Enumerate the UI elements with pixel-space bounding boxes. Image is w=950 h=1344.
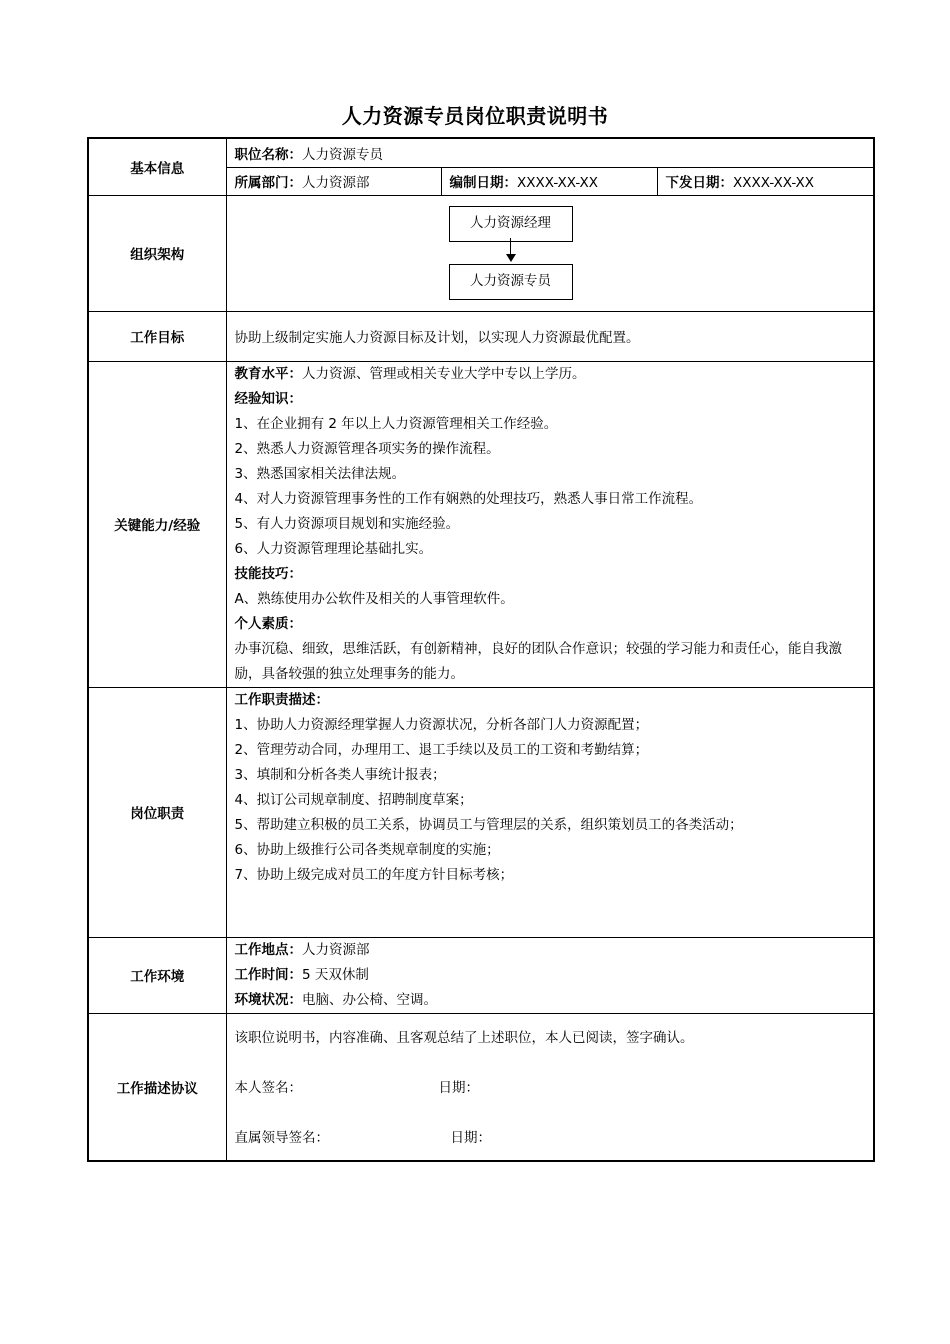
down-arrow-icon	[506, 254, 516, 262]
duties-row	[88, 687, 874, 937]
quality-heading: 个人素质：	[234, 615, 302, 632]
org-row	[88, 195, 874, 311]
ability-label: 关键能力/经验	[88, 361, 226, 687]
duties-label: 岗位职责	[88, 687, 226, 937]
goal-label: 工作目标	[88, 311, 226, 361]
education-line	[235, 362, 866, 387]
leader-date-label: 日期：	[450, 1129, 491, 1146]
self-signature-label: 本人签名：	[234, 1079, 302, 1096]
compile-date-label: 编制日期：	[449, 175, 517, 191]
compile-date-value: XXXX-XX-XX	[517, 175, 599, 191]
environment-label: 工作环境	[88, 937, 226, 1013]
duty-item: 1、协助人力资源经理掌握人力资源状况，分析各部门人力资源配置；	[234, 716, 649, 733]
experience-item: 3、熟悉国家相关法律法规。	[234, 465, 406, 482]
duties-content	[226, 687, 874, 937]
basic-info-row-1	[88, 138, 874, 167]
department-cell	[226, 167, 441, 195]
issue-date-label: 下发日期：	[665, 175, 733, 191]
job-description-table	[87, 137, 875, 1162]
duty-item: 2、管理劳动合同，办理用工、退工手续以及员工的工资和考勤结算；	[234, 741, 649, 758]
education-label: 教育水平：	[234, 365, 302, 382]
self-date-label: 日期：	[438, 1079, 479, 1096]
duty-item: 7、协助上级完成对员工的年度方针目标考核；	[234, 866, 514, 883]
goal-row	[88, 311, 874, 361]
org-chart-cell	[226, 195, 874, 311]
work-time-label: 工作时间：	[234, 966, 302, 983]
education-value: 人力资源、管理或相关专业大学中专以上学历。	[302, 365, 586, 382]
position-name-value: 人力资源专员	[302, 146, 383, 163]
duty-item: 6、协助上级推行公司各类规章制度的实施；	[234, 841, 500, 858]
agreement-text: 该职位说明书，内容准确、且客观总结了上述职位，本人已阅读，签字确认。	[234, 1029, 694, 1046]
skills-item: A、熟练使用办公软件及相关的人事管理软件。	[234, 590, 514, 607]
skills-heading: 技能技巧：	[234, 565, 302, 582]
document-title: 人力资源专员岗位职责说明书	[341, 104, 609, 128]
work-condition-line	[235, 988, 866, 1013]
org-chart	[227, 196, 874, 310]
environment-content	[226, 937, 874, 1013]
position-name-label: 职位名称：	[234, 146, 302, 163]
work-time-value: 5 天双休制	[302, 966, 369, 983]
experience-item: 5、有人力资源项目规划和实施经验。	[234, 515, 460, 532]
duty-item: 5、帮助建立积极的员工关系，协调员工与管理层的关系，组织策划员工的各类活动；	[234, 816, 743, 833]
experience-item: 2、熟悉人力资源管理各项实务的操作流程。	[234, 440, 500, 457]
work-place-value: 人力资源部	[302, 941, 370, 958]
experience-item: 6、人力资源管理理论基础扎实。	[234, 540, 433, 557]
experience-item: 1、在企业拥有 2 年以上人力资源管理相关工作经验。	[234, 415, 558, 432]
work-time-line	[235, 963, 866, 988]
duty-item: 4、拟订公司规章制度、招聘制度草案；	[234, 791, 473, 808]
agreement-label: 工作描述协议	[88, 1013, 226, 1161]
goal-text: 协助上级制定实施人力资源目标及计划，以实现人力资源最优配置。	[226, 311, 874, 361]
leader-signature-line	[235, 1126, 866, 1151]
issue-date-cell	[657, 167, 874, 195]
experience-heading: 经验知识：	[234, 390, 302, 407]
org-box-manager: 人力资源经理	[449, 206, 573, 242]
work-condition-label: 环境状况：	[234, 991, 302, 1008]
work-condition-value: 电脑、办公椅、空调。	[302, 991, 437, 1008]
duties-heading: 工作职责描述：	[234, 691, 329, 708]
leader-signature-label: 直属领导签名：	[234, 1129, 329, 1146]
work-place-line	[235, 938, 866, 963]
issue-date-value: XXXX-XX-XX	[733, 175, 815, 191]
position-name-cell	[226, 138, 874, 167]
work-place-label: 工作地点：	[234, 941, 302, 958]
self-signature-line	[235, 1076, 866, 1101]
department-label: 所属部门：	[234, 175, 302, 191]
ability-row	[88, 361, 874, 687]
agreement-row	[88, 1013, 874, 1161]
org-box-specialist: 人力资源专员	[449, 264, 573, 300]
quality-text: 办事沉稳、细致，思维活跃，有创新精神，良好的团队合作意识；较强的学习能力和责任心，能自我激励，具备较强的独立处理事务的能力。	[234, 640, 842, 682]
basic-info-label: 基本信息	[88, 138, 226, 195]
duty-item: 3、填制和分析各类人事统计报表；	[234, 766, 446, 783]
department-value: 人力资源部	[302, 175, 370, 191]
ability-content	[226, 361, 874, 687]
experience-item: 4、对人力资源管理事务性的工作有娴熟的处理技巧，熟悉人事日常工作流程。	[234, 490, 703, 507]
environment-row	[88, 937, 874, 1013]
org-label: 组织架构	[88, 195, 226, 311]
compile-date-cell	[441, 167, 657, 195]
agreement-content	[226, 1013, 874, 1161]
